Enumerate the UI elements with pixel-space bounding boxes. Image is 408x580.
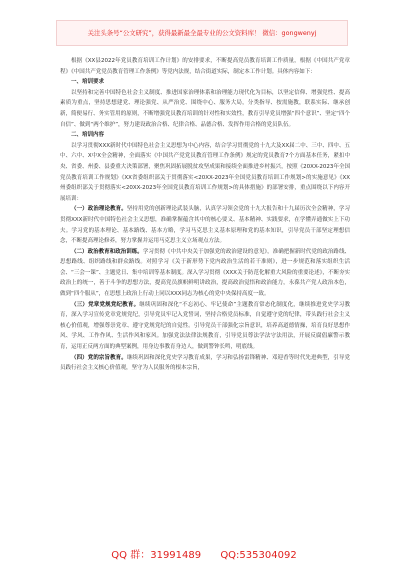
section-2-heading: 二、培训内容 xyxy=(71,132,105,139)
item-3-paragraph xyxy=(60,300,350,353)
item-2-paragraph xyxy=(60,247,350,300)
item-4-paragraph xyxy=(60,353,350,374)
item-1-body: 坚持用党的创新理论武装头脑，认真学习领会党的十九大报告和十九届历次全会精神，学习贯彻XXX新时代中国特色社会主义思想，准确掌握蕴含其中的核心要义、基本精神、实践要求，在学懂弄通做实上下功夫。学习党的基本理论、基本路线、基本方略，学习马克思主义基本原理和党的基本知识，引导党员干部坚定理想信念，不断提高理论修养，努力掌握并运用马克思主义立场观点方法。 xyxy=(60,206,350,245)
item-2-body: 学习贯彻《中共中央关于加强党的政治建设的意见》，准确把握新时代党的政治路线、思想路线、组织路线和群众路线。对照学习《关于新形势下党内政治生活的若干准则》，进一步规范和落实组织生活会、“三会一课”、主题党日、集中培训等基本制度。深入学习贯彻《XXX关于防范化解重大风险的重要论述》，不断夯实政治上的统一，善于斗争的思想方法，提高党员旗帜鲜明讲政治，提高政治觉悟和政治能力，永葆共产党人政治本色，做到“四个服从”，在思想上政治上行动上同以XXX同志为核心的党中央保持高度一致。 xyxy=(60,248,350,298)
item-1-heading: （一）政治理论教育。 xyxy=(71,206,127,213)
section-1-body: 以坚持和完善中国特色社会主义制度、推进国家治理体系和治理能力现代化为目标，以坚定信仰、增强党性、提高素质为重点，坚持思想建党、理论强党、从严治党、围绕中心、服务大局，分类指导、按需施教，联系实际、继承创新，简便易行、务实管用的原则，不断增强党员教育培训的针对性和实效性，教育引导党员增强“四个意识”、坚定“四个自信”、做到“两个维护”，努力建设政治合格、纪律合格、品德合格、发挥作用合格的党员队伍。 xyxy=(60,89,350,128)
item-2-heading: （二）政治教育和政治训练。 xyxy=(71,248,143,255)
intro-paragraph: 根据《XX县2022年党员教育培训工作计划》的安排要求，不断提高党员教育培训工作质量，根据《中国共产党章程》《中国共产党党员教育管理工作条例》等党内法规，结合街道实际，制定本工作计划。具体内容如下： xyxy=(60,58,350,75)
promo-banner xyxy=(56,20,348,46)
item-1-paragraph xyxy=(60,204,350,246)
section-1-heading: 一、培训要求 xyxy=(71,79,105,86)
promo-banner-text: 关注头条号“公文研究”，获得最新最全最专业的公文资料库！ 微信：gongwenyj xyxy=(87,29,317,37)
qq-group-label: QQ 群：31991489 xyxy=(111,550,202,561)
item-4-heading: （四）党的宗旨教育。 xyxy=(71,354,127,361)
qq-contact-label: QQ:535304092 xyxy=(220,550,297,561)
section-2-body: 以学习贯彻XXX新时代中国特色社会主义思想为中心内容，结合学习贯彻党的十九大及XX届二中、三中、四中、五中、六中、X中X全会精神，全面落实《中国共产党党员教育管理工作条例》规定的党员教育7个方面基本任务，紧扣中央、省委、州委、县委重大决策部署，聚焦巩固拓展脱贫攻坚成果和接续全面推进乡村振兴，按照《20XX-2023年全国党员教育培训工作规划》《XX省委组织部关于贯彻落实<20XX-2023年全国党员教育培训工作规划>的实施意见》《XX州委组织部关于贯彻落实<20XX-2023年全国党员教育培训工作规划>的具体措施》的部署安排，重点围绕以下内容开展培训： xyxy=(60,142,350,202)
item-4-body: 继续巩固和深化党史学习教育成果，学习和弘扬雷锋精神、邓迎香等时代先进典型，引导党员践行社会主义核心价值观，坚守为人民服务的根本宗旨， xyxy=(60,354,350,372)
item-3-heading: （三）党章党规党纪教育。 xyxy=(71,301,140,308)
document-body xyxy=(60,56,350,374)
item-3-body: 继续巩固和深化“不忘初心、牢记使命”主题教育常态化制度化，继续推进党史学习教育，深入学习宣传党章党规党纪，引导党员牢记入党誓词，坚持合格党员标准，自觉遵守党的纪律，带头践行社会主义核心价值观，增强尊崇党章、遵守党规党纪的自觉性。引导党员干部强化宗旨意识，培养高道德情操，培育良好思想作风、学风、工作作风、生活作风和家风。加强党法法律法规教育，引导党员尊法学法守法用法，开展反腐倡廉警示教育，运用正反两方面的典型案例，用身边事教育身边人，做到警钟长鸣，明底线。 xyxy=(60,301,350,351)
contact-footer xyxy=(0,546,408,561)
